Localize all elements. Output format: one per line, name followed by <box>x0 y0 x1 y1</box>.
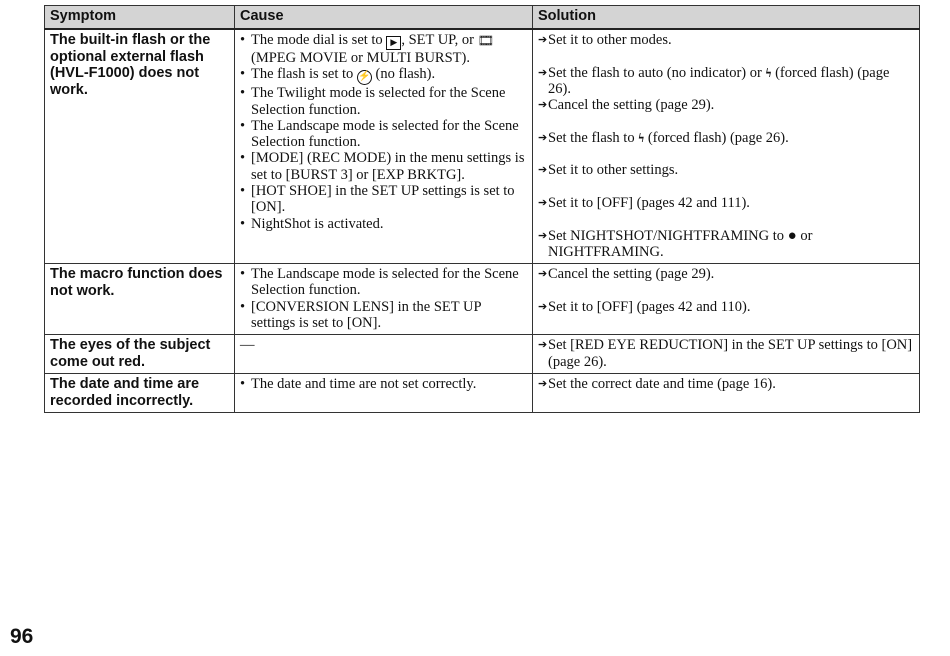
cause-cell <box>235 29 533 264</box>
table-row <box>45 29 920 264</box>
solution-item: ➔ Cancel the setting (page 29). <box>538 97 715 114</box>
cause-text: (MPEG MOVIE or MULTI BURST). <box>251 50 470 66</box>
arrow-icon: ➔ <box>538 378 548 391</box>
cause-item: • [HOT SHOE] in the SET UP settings is set to [ON]. <box>240 183 527 216</box>
arrow-icon: ➔ <box>538 300 548 313</box>
solution-item: ➔ Set it to other settings. <box>538 162 679 179</box>
arrow-icon: ➔ <box>538 34 548 46</box>
header-symptom: Symptom <box>45 6 235 30</box>
arrow-icon: ➔ <box>538 196 548 209</box>
symptom-cell: The built-in flash or the optional external flash (HVL-F1000) does not work. <box>45 29 235 264</box>
cause-cell <box>235 374 533 413</box>
solution-item: ➔ Set it to [OFF] (pages 42 and 110). <box>538 298 751 315</box>
arrow-icon: ➔ <box>538 229 548 242</box>
solution-item: ➔ Set the flash to ϟ (forced flash) (page 26). <box>538 129 789 146</box>
table-header-row <box>45 6 920 30</box>
arrow-icon: ➔ <box>538 339 548 352</box>
arrow-icon: ➔ <box>538 164 548 177</box>
solution-item: ➔ Set the correct date and time (page 16). <box>538 376 776 393</box>
solution-cell <box>533 264 920 335</box>
forced-flash-icon: ϟ <box>765 64 772 80</box>
solution-cell <box>533 374 920 413</box>
solution-item: ➔ Set the flash to auto (no indicator) or ϟ (forced flash) (page 26). <box>538 64 890 97</box>
cause-item <box>240 32 527 66</box>
cause-item <box>240 66 527 85</box>
forced-flash-icon: ϟ <box>638 129 645 145</box>
solution-item: ➔ Set [RED EYE REDUCTION] in the SET UP settings to [ON] (page 26). <box>538 337 913 370</box>
symptom-cell: The macro function does not work. <box>45 264 235 335</box>
cause-text: (no flash). <box>375 66 436 83</box>
cause-cell <box>235 264 533 335</box>
header-solution: Solution <box>533 6 920 30</box>
cause-text: , SET UP, or <box>401 32 474 48</box>
film-icon: 🎞 <box>477 33 495 48</box>
arrow-icon: ➔ <box>538 66 548 79</box>
cause-item: • The Landscape mode is selected for the Scene Selection function. <box>240 266 527 299</box>
dot-icon: ● <box>787 227 797 244</box>
cause-item: • The Twilight mode is selected for the Scene Selection function. <box>240 85 527 118</box>
cause-item: • The Landscape mode is selected for the Scene Selection function. <box>240 118 527 151</box>
cause-text: The mode dial is set to <box>251 32 383 48</box>
solution-item: ➔ Set it to [OFF] (pages 42 and 111). <box>538 194 750 211</box>
troubleshooting-table <box>44 5 920 413</box>
no-flash-icon: ⚡ <box>357 70 372 85</box>
cause-item: • [MODE] (REC MODE) in the menu settings is set to [BURST 3] or [EXP BRKTG]. <box>240 150 527 183</box>
page-number: 96 <box>10 625 34 648</box>
cause-item: • [CONVERSION LENS] in the SET UP settings is set to [ON]. <box>240 299 527 332</box>
cause-text: The flash is set to <box>251 66 354 83</box>
arrow-icon: ➔ <box>538 99 548 112</box>
symptom-cell: The eyes of the subject come out red. <box>45 335 235 374</box>
table-row <box>45 374 920 413</box>
table-row <box>45 335 920 374</box>
arrow-icon: ➔ <box>538 268 548 281</box>
solution-cell <box>533 29 920 264</box>
cause-item: • NightShot is activated. <box>240 216 527 232</box>
solution-item: ➔ Cancel the setting (page 29). <box>538 266 715 283</box>
cause-item: • The date and time are not set correctly. <box>240 376 527 392</box>
table-row <box>45 264 920 335</box>
arrow-icon: ➔ <box>538 131 548 144</box>
solution-item: ➔ Set it to other modes. <box>538 32 672 48</box>
playback-icon: ▶ <box>386 36 401 50</box>
header-cause: Cause <box>235 6 533 30</box>
solution-cell <box>533 335 920 374</box>
symptom-cell: The date and time are recorded incorrectly. <box>45 374 235 413</box>
solution-item: ➔ Set NIGHTSHOT/NIGHTFRAMING to ● or NIGHTFRAMING. <box>538 227 813 260</box>
cause-cell: — <box>235 335 533 374</box>
